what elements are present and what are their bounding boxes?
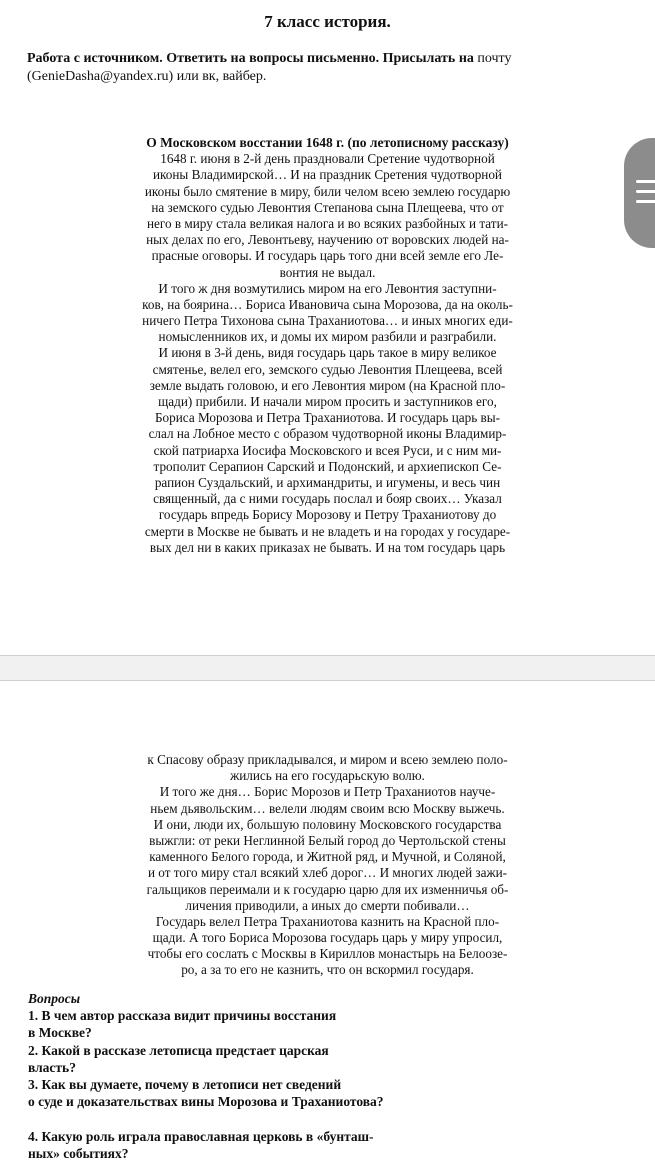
article-line: слал на Лобное место с образом чудотворной иконы Владимир-: [148, 426, 507, 442]
article-line: ков, на боярина… Бориса Ивановича сына Морозова, да на околь-: [142, 296, 513, 312]
side-menu-button[interactable]: [624, 138, 655, 248]
article-line: иконы Владимирской… И на праздник Сретения чудотворной: [152, 167, 502, 183]
article-line: рапион Суздальский, и архимандриты, и игумены, и весь чин: [154, 474, 501, 490]
task-instructions: [27, 50, 627, 86]
article-line: И того же дня… Борис Морозов и Петр Траханиотов научe-: [159, 784, 496, 800]
article-line: трополит Серапион Сарский и Подонский, и архиепископ Се-: [153, 458, 502, 474]
article-line: щади. А того Бориса Морозова государь царь у миру упросил,: [152, 930, 503, 946]
article-line: него в миру стала великая налога и во всяких разбойных и тати-: [146, 215, 509, 231]
article-line: каменного Белого города, и Житной ряд, и Мучной, и Соляной,: [149, 849, 506, 865]
article-line: на земского судью Левонтия Степанова сына Плещеева, что от: [151, 199, 504, 215]
article-line: вонтия не выдал.: [279, 264, 376, 280]
article-line: к Спасову образу прикладывался, и миром и всею землею поло-: [147, 752, 508, 767]
article-line: чтобы его сослать с Москвы в Кириллов монастырь на Белоозе-: [147, 946, 508, 962]
question-line: ных» событиях?: [28, 1145, 129, 1161]
question-line: в Москве?: [28, 1025, 92, 1041]
question-line: о суде и доказательствах вины Морозова и Траханиотова?: [28, 1094, 384, 1110]
question-line: 4. Какую роль играла православная церковь в «бунташ-: [28, 1128, 374, 1144]
article-line: вых дел ни в каких приказах не бывать. И на том государь царь: [149, 539, 506, 555]
questions-section: [28, 990, 488, 1162]
article-line: смятенье, велел его, земского судью Левонтия Плещеева, всей: [152, 361, 503, 377]
page-divider: [0, 655, 655, 681]
article-line: Государь велел Петра Траханиотова казнить на Красной пло-: [155, 913, 500, 929]
task-normal-text: почту: [473, 51, 512, 66]
article-line: И они, люди их, большую половину Московского государства: [153, 816, 502, 832]
question-line: власть?: [28, 1059, 76, 1075]
article-line: ных делах по его, Левонтьеву, научению от воровских людей на-: [146, 232, 509, 248]
article-line: ро, а за то его не казнить, что он вскормил государя.: [181, 962, 474, 978]
article-line: ничего Петра Тихонова сына Траханиотова… и иных многих еди-: [142, 313, 513, 329]
article-line: гальщиков переимали и к государю царю для их изменничья об-: [146, 881, 509, 897]
article-line: И того ж дня возмутились миром на его Левонтия заступни-: [158, 280, 497, 296]
questions-heading: Вопросы: [28, 991, 81, 1006]
article-line: Бориса Морозова и Петра Траханиотова. И государь царь вы-: [154, 410, 500, 426]
menu-icon-bar: [636, 190, 655, 193]
article-line: личения приводили, а иных до смерти побивали…: [185, 897, 470, 913]
menu-icon-bar: [636, 180, 655, 183]
article-line: номысленников их, и домы их миром разбили и разграбили.: [158, 329, 497, 345]
article-part-1: [100, 135, 555, 556]
article-line: ньем дьявольским… велели людям своим всю Москву выжечь.: [150, 800, 505, 816]
article-line: смерти в Москве не бывать и не владеть и на городах у государе-: [144, 523, 511, 539]
article-line: земле выдать головою, и его Левонтия миром (на Красной пло-: [149, 377, 506, 393]
article-line: государь впредь Борису Морозову и Петру Траханиотову до: [158, 507, 497, 523]
article-line: жились на его государьскую волю.: [230, 768, 425, 784]
menu-icon-bar: [636, 200, 655, 203]
article-line: иконы было смятение в миру, били челом всею землею государю: [144, 183, 511, 199]
article-line: выжгли: от реки Неглинной Белый город до Чертольской стены: [149, 832, 506, 848]
article-line: и от того миру стал всякий хлеб дорог… И многих людей зажи-: [147, 865, 508, 881]
article-line: ской патриарха Иосифа Московского и всея Руси, и с ним ми-: [153, 442, 502, 458]
article-line: священный, да с ними государь послал и бояр своих… Указал: [153, 491, 502, 507]
article-line: щади) прибили. И начали миром просить и заступников его,: [158, 394, 497, 409]
question-line: [28, 1110, 488, 1127]
article-heading: О Московском восстании 1648 г. (по летописному рассказу): [146, 135, 509, 150]
article-line: И июня в 3-й день, видя государь царь такое в миру великое: [158, 345, 497, 361]
task-bold-text: Работа с источником. Ответить на вопросы письменно. Присылать на: [27, 51, 474, 66]
article-part-2: [100, 752, 555, 979]
article-line: 1648 г. июня в 2-й день праздновали Сретение чудотворной: [160, 151, 495, 167]
question-line: 3. Как вы думаете, почему в летописи нет сведений: [28, 1076, 342, 1092]
task-line-1: [27, 50, 627, 68]
task-line-2: (GenieDasha@yandex.ru) или вк, вайбер.: [27, 69, 267, 84]
article-line: прасные оговоры. И государь царь того дни всей земле его Ле-: [151, 248, 504, 264]
question-line: 1. В чем автор рассказа видит причины восстания: [28, 1008, 337, 1024]
page-title: 7 класс история.: [264, 12, 391, 31]
question-line: 2. Какой в рассказе летописца предстает царская: [28, 1042, 329, 1058]
